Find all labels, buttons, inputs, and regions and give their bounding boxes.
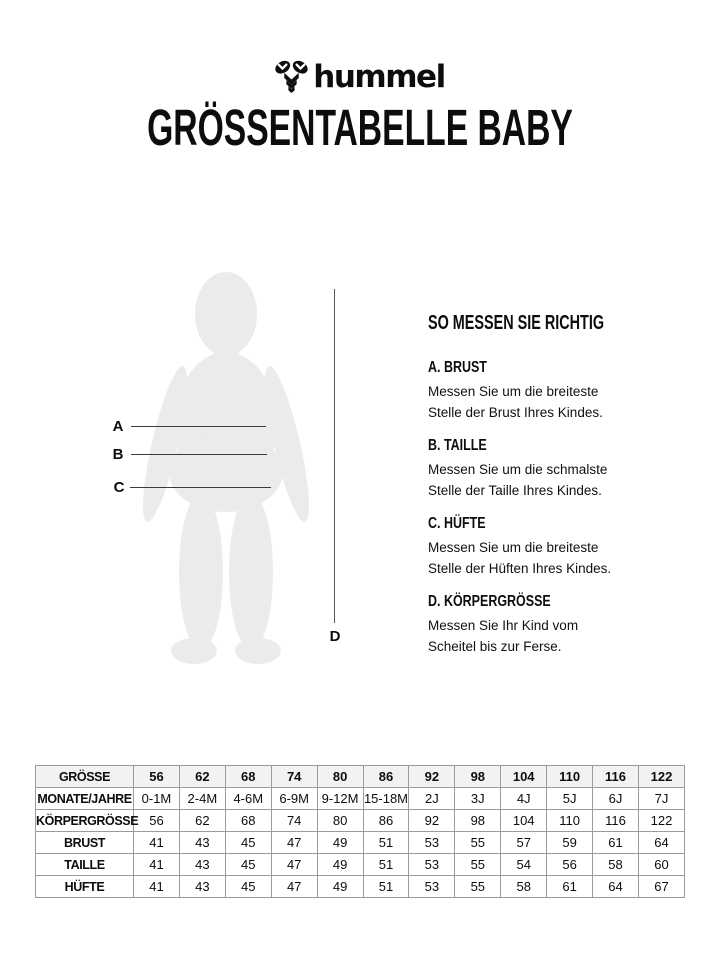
value-cell: 4J — [501, 788, 547, 810]
value-cell: 86 — [363, 810, 409, 832]
value-cell: 122 — [638, 810, 684, 832]
value-cell: 45 — [225, 854, 271, 876]
instruction-section-height — [428, 593, 678, 657]
instruction-section-chest — [428, 359, 678, 423]
value-cell: 58 — [501, 876, 547, 898]
value-cell: 62 — [179, 810, 225, 832]
value-cell: 47 — [271, 854, 317, 876]
row-label-cell: KÖRPERGRÖSSE — [36, 810, 134, 832]
value-cell: 53 — [409, 832, 455, 854]
value-cell: 80 — [317, 810, 363, 832]
instruction-heading: B. TAILLE — [428, 437, 487, 454]
size-header-cell: 98 — [455, 766, 501, 788]
marker-c-label: C — [113, 479, 125, 496]
size-header-cell: 56 — [134, 766, 180, 788]
instruction-text-line: Messen Sie Ihr Kind vom — [428, 618, 579, 633]
instruction-section-hip — [428, 515, 678, 579]
value-cell: 51 — [363, 854, 409, 876]
value-cell: 54 — [501, 854, 547, 876]
instruction-text-line: Stelle der Hüften Ihres Kindes. — [428, 561, 612, 576]
value-cell: 45 — [225, 832, 271, 854]
value-cell: 47 — [271, 876, 317, 898]
value-cell: 9-12M — [317, 788, 363, 810]
size-header-cell: 74 — [271, 766, 317, 788]
table-row — [36, 832, 685, 854]
waist-measure-line — [131, 454, 267, 455]
baby-silhouette-graphic — [137, 272, 317, 665]
value-cell: 53 — [409, 876, 455, 898]
value-cell: 5J — [547, 788, 593, 810]
table-row — [36, 854, 685, 876]
instruction-text — [428, 381, 678, 423]
height-measure-line — [334, 289, 335, 623]
baby-silhouette — [137, 272, 317, 665]
size-table — [35, 765, 685, 898]
value-cell: 6-9M — [271, 788, 317, 810]
value-cell: 43 — [179, 832, 225, 854]
instructions-title: SO MESSEN SIE RICHTIG — [428, 312, 605, 334]
value-cell: 67 — [638, 876, 684, 898]
value-cell: 47 — [271, 832, 317, 854]
hummel-logo — [0, 59, 720, 95]
value-cell: 3J — [455, 788, 501, 810]
size-header-cell: 68 — [225, 766, 271, 788]
instruction-text-line: Messen Sie um die breiteste — [428, 384, 599, 399]
value-cell: 49 — [317, 854, 363, 876]
size-header-cell: 80 — [317, 766, 363, 788]
instruction-heading: D. KÖRPERGRÖSSE — [428, 593, 551, 610]
value-cell: 64 — [593, 876, 639, 898]
size-header-cell: 86 — [363, 766, 409, 788]
value-cell: 41 — [134, 854, 180, 876]
value-cell: 2J — [409, 788, 455, 810]
value-cell: 56 — [547, 854, 593, 876]
size-header-cell: 104 — [501, 766, 547, 788]
instruction-heading: C. HÜFTE — [428, 515, 486, 532]
value-cell: 41 — [134, 832, 180, 854]
value-cell: 2-4M — [179, 788, 225, 810]
value-cell: 45 — [225, 876, 271, 898]
marker-b-label: B — [112, 446, 124, 463]
chest-measure-line — [131, 426, 266, 427]
size-header-cell: 116 — [593, 766, 639, 788]
value-cell: 110 — [547, 810, 593, 832]
marker-d-label: D — [329, 628, 341, 645]
value-cell: 60 — [638, 854, 684, 876]
instruction-text-line: Messen Sie um die breiteste — [428, 540, 599, 555]
marker-a-label: A — [112, 418, 124, 435]
value-cell: 49 — [317, 876, 363, 898]
value-cell: 49 — [317, 832, 363, 854]
value-cell: 61 — [593, 832, 639, 854]
instruction-section-waist — [428, 437, 678, 501]
value-cell: 53 — [409, 854, 455, 876]
value-cell: 68 — [225, 810, 271, 832]
page-title: GRÖSSENTABELLE BABY — [147, 99, 573, 156]
value-cell: 59 — [547, 832, 593, 854]
instruction-text-line: Stelle der Brust Ihres Kindes. — [428, 405, 603, 420]
value-cell: 0-1M — [134, 788, 180, 810]
value-cell: 43 — [179, 876, 225, 898]
value-cell: 57 — [501, 832, 547, 854]
value-cell: 15-18M — [363, 788, 409, 810]
table-row — [36, 788, 685, 810]
value-cell: 6J — [593, 788, 639, 810]
value-cell: 41 — [134, 876, 180, 898]
instruction-text — [428, 615, 678, 657]
value-cell: 98 — [455, 810, 501, 832]
hip-measure-line — [130, 487, 271, 488]
size-header-cell: 110 — [547, 766, 593, 788]
row-label-cell: HÜFTE — [36, 876, 134, 898]
value-cell: 64 — [638, 832, 684, 854]
value-cell: 104 — [501, 810, 547, 832]
value-cell: 43 — [179, 854, 225, 876]
size-header-cell: 92 — [409, 766, 455, 788]
size-header-cell: 62 — [179, 766, 225, 788]
instruction-text — [428, 537, 678, 579]
size-header-cell: 122 — [638, 766, 684, 788]
value-cell: 55 — [455, 876, 501, 898]
value-cell: 4-6M — [225, 788, 271, 810]
value-cell: 56 — [134, 810, 180, 832]
row-label-cell: GRÖSSE — [36, 766, 134, 788]
value-cell: 58 — [593, 854, 639, 876]
table-header-row — [36, 766, 685, 788]
value-cell: 74 — [271, 810, 317, 832]
value-cell: 61 — [547, 876, 593, 898]
row-label-cell: TAILLE — [36, 854, 134, 876]
value-cell: 116 — [593, 810, 639, 832]
instruction-text-line: Messen Sie um die schmalste — [428, 462, 608, 477]
instruction-heading: A. BRUST — [428, 359, 487, 376]
instruction-text — [428, 459, 678, 501]
value-cell: 7J — [638, 788, 684, 810]
instruction-text-line: Scheitel bis zur Ferse. — [428, 639, 562, 654]
row-label-cell: BRUST — [36, 832, 134, 854]
hummel-wordmark: hummel — [313, 58, 445, 95]
value-cell: 55 — [455, 854, 501, 876]
measuring-instructions — [428, 312, 678, 657]
value-cell: 92 — [409, 810, 455, 832]
row-label-cell: MONATE/JAHRE — [36, 788, 134, 810]
value-cell: 51 — [363, 876, 409, 898]
hummel-bee-icon — [275, 60, 308, 95]
value-cell: 55 — [455, 832, 501, 854]
table-row — [36, 876, 685, 898]
value-cell: 51 — [363, 832, 409, 854]
table-row — [36, 810, 685, 832]
instruction-text-line: Stelle der Taille Ihres Kindes. — [428, 483, 602, 498]
